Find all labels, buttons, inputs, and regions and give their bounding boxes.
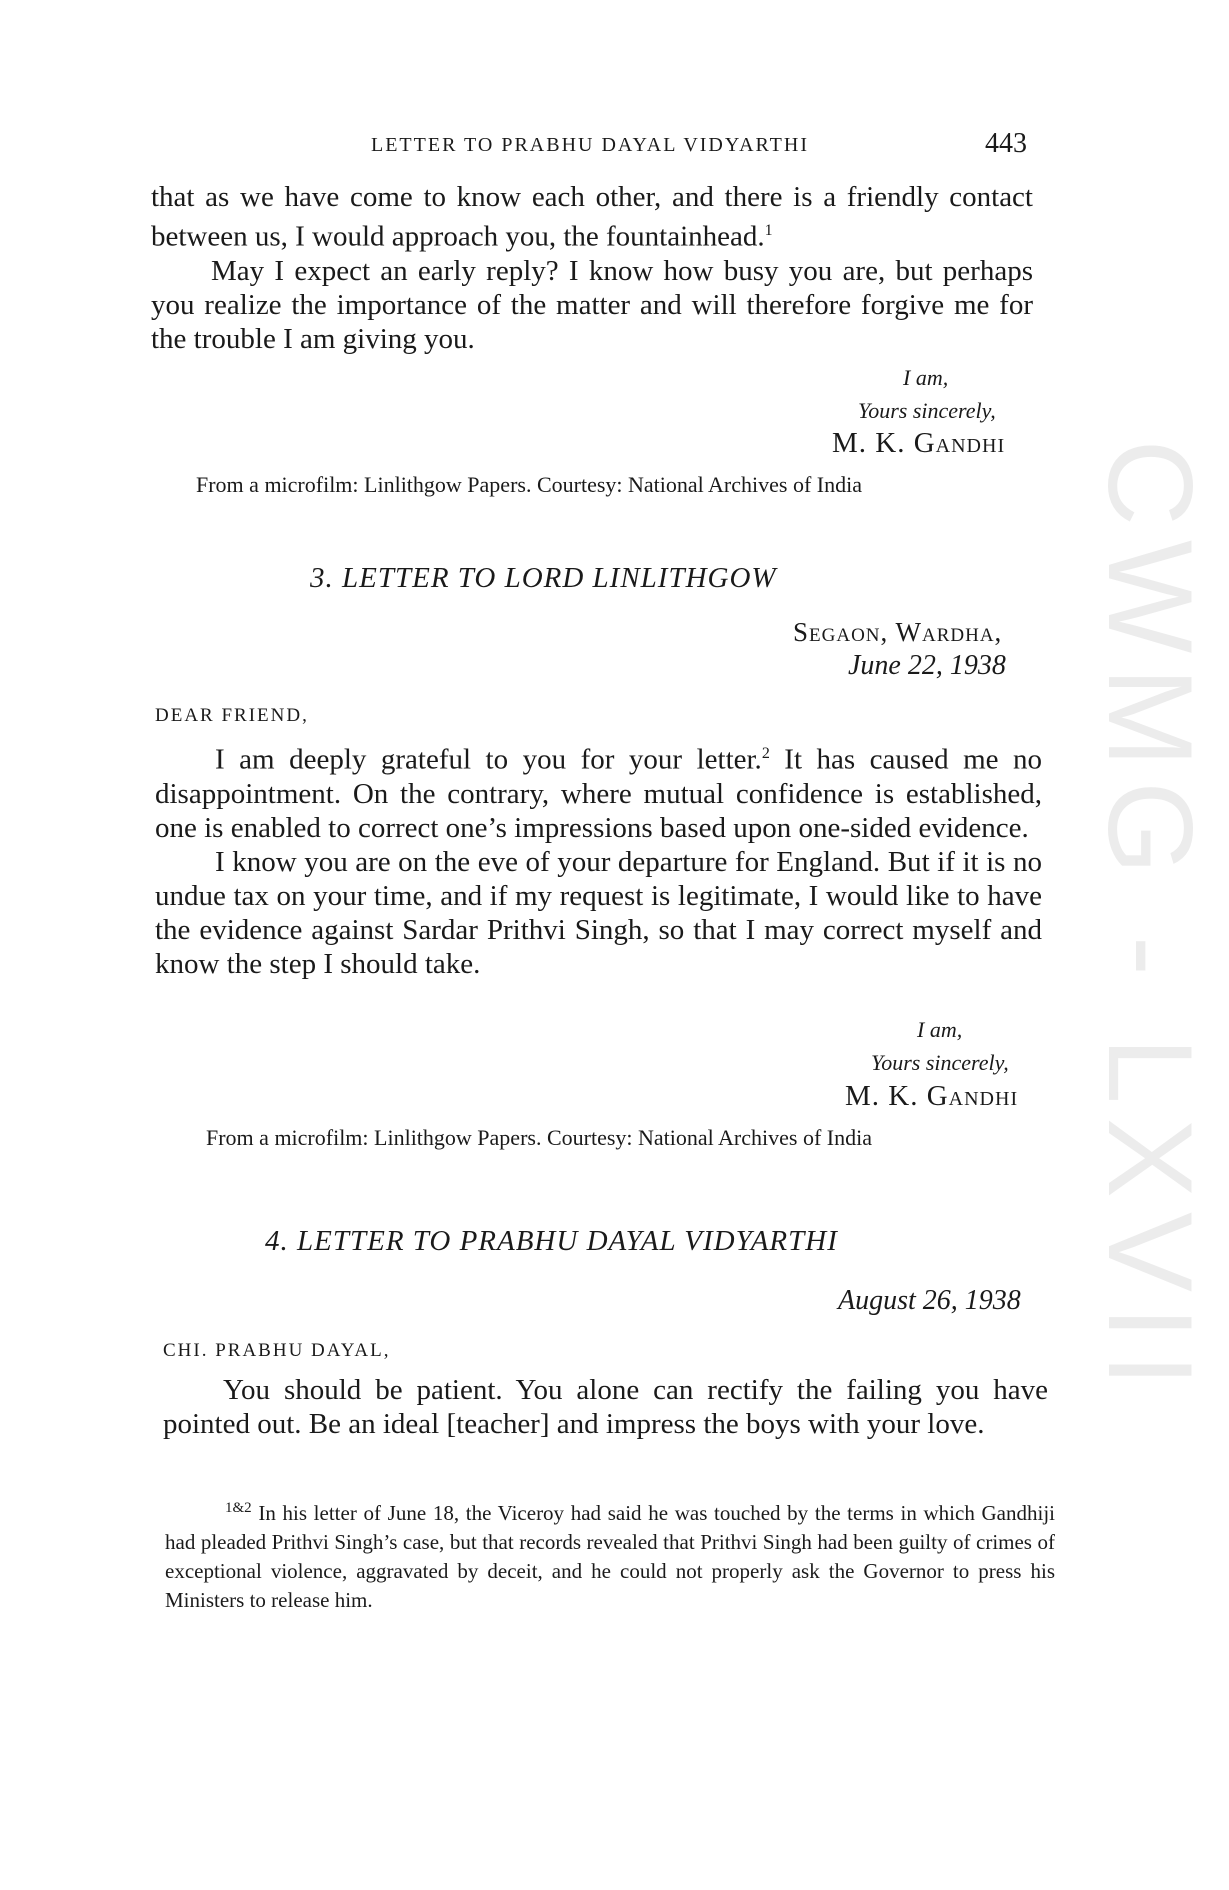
letter-4-date: August 26, 1938: [838, 1285, 1021, 1316]
footnote-ref: 2: [761, 745, 770, 762]
continuation-paragraph-1: that as we have come to know each other, and there is a friendly contact between us, I would approach you, the fountainhead.$^1$: [151, 181, 1033, 253]
signature: M. K. Gandhi: [845, 1080, 1019, 1112]
continuation-paragraph-2: May I expect an early reply? I know how busy you are, but perhaps you realize the importance of the matter and will therefore forgive me for the trouble I am giving you.: [151, 254, 1033, 355]
letter-3-place: Segaon, Wardha,: [793, 617, 1003, 647]
source-note: From a microfilm: Linlithgow Papers. Courtesy: National Archives of India: [196, 472, 862, 497]
letter-4-paragraph: You should be patient. You alone can rectify the failing you have pointed out. Be an ideal [teacher] and impress the boys with your love.: [163, 1374, 1048, 1440]
letter-4-body: [163, 1373, 1048, 1441]
watermark: CWMG - LXVII: [1083, 439, 1217, 1401]
page-number: 443: [985, 128, 1027, 159]
closing-i-am: I am,: [903, 365, 949, 390]
footnote-marker: 1&2: [225, 1500, 252, 1516]
continuation-body: [151, 180, 1033, 356]
letter-3-date: June 22, 1938: [848, 650, 1006, 681]
signature: M. K. Gandhi: [832, 427, 1006, 459]
letter-3-paragraph-2: I know you are on the eve of your departure for England. But if it is no undue tax on your time, and if my request is legitimate, I would like to have the evidence against Sardar Prithvi Singh, so that I may correct myself and know the step I should take.: [155, 845, 1042, 980]
letter-3-salutation: DEAR FRIEND,: [155, 705, 309, 726]
letter-3-heading: 3. LETTER TO LORD LINLITHGOW: [310, 562, 777, 594]
footnote-text: $^{1\&2}$ In his letter of June 18, the Viceroy had said he was touched by the terms in which Gandhiji had pleaded Prithvi Singh’s case, but that records revealed that Prithvi Singh had been guilty of crimes of exceptional violence, aggravated by deceit, and he could not properly ask the Governor to press his Ministers to release him.: [165, 1500, 1055, 1612]
running-head: LETTER TO PRABHU DAYAL VIDYARTHI: [370, 134, 809, 156]
closing-yours-sincerely: Yours sincerely,: [871, 1050, 1009, 1075]
letter-4-heading: 4. LETTER TO PRABHU DAYAL VIDYARTHI: [265, 1225, 838, 1257]
letter-3-body: [155, 737, 1042, 981]
footnote: [165, 1494, 1055, 1615]
letter-4-salutation: CHI. PRABHU DAYAL,: [163, 1340, 391, 1361]
footnote-ref: 1: [764, 222, 773, 239]
letter-3-paragraph-1: I am deeply grateful to you for your letter.$^2$ It has caused me no disappointment. On the contrary, where mutual confidence is established, one is enabled to correct one’s impressions based upon one-sided evidence.: [155, 743, 1043, 844]
closing-i-am: I am,: [917, 1017, 963, 1042]
closing-yours-sincerely: Yours sincerely,: [858, 398, 996, 423]
source-note: From a microfilm: Linlithgow Papers. Courtesy: National Archives of India: [206, 1125, 872, 1150]
